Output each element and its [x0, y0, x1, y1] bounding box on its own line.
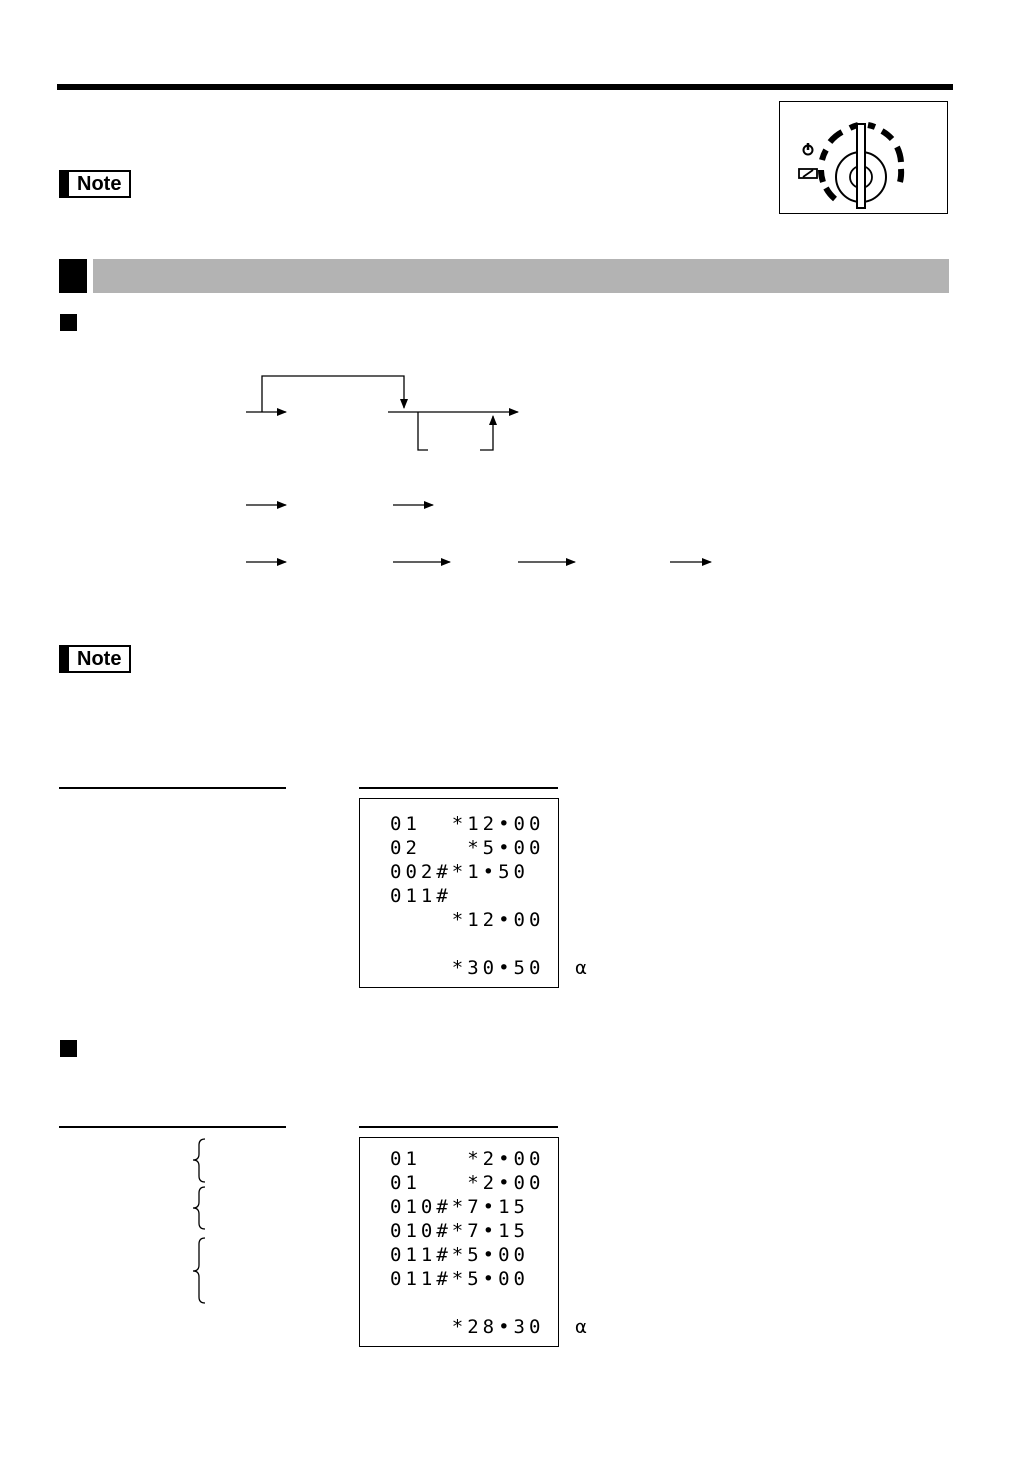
receipt-print-2: [359, 1137, 591, 1347]
key-operation-diagram: [230, 360, 750, 580]
receipt-line: 011#*5•00: [390, 1268, 529, 1290]
receipt-total: *28•30 α: [390, 1316, 591, 1338]
note-label: Note: [69, 170, 131, 198]
mode-key-illustration: [779, 101, 948, 214]
key-operation-rule-1: [59, 787, 286, 789]
slot-icon: [799, 169, 817, 178]
print-rule-2: [359, 1126, 558, 1128]
receipt-line: 01 *2•00: [390, 1148, 545, 1170]
receipt-line: 01 *2•00: [390, 1172, 545, 1194]
mode-switch-drawing: [780, 102, 946, 212]
receipt-line: *12•00: [390, 909, 545, 931]
subsection-bullet-1: [60, 314, 77, 331]
receipt-line: 002#*1•50: [390, 861, 529, 883]
note-label: Note: [69, 645, 131, 673]
receipt-line: 02 *5•00: [390, 837, 545, 859]
top-rule: [57, 84, 953, 90]
grouping-braces: [185, 1135, 215, 1310]
brace-3: [193, 1238, 205, 1303]
receipt-line: 010#*7•15: [390, 1220, 529, 1242]
branch-return-arrow: [480, 416, 493, 450]
section-header-band: [93, 259, 949, 293]
power-icon: [804, 143, 813, 155]
receipt-print-1: [359, 798, 591, 988]
brace-1: [193, 1139, 205, 1182]
receipt-total: *30•50 α: [390, 957, 591, 979]
receipt-line: 010#*7•15: [390, 1196, 529, 1218]
loop-arrow: [262, 376, 404, 412]
note-badge-2: [59, 645, 131, 673]
receipt-line: 011#: [390, 885, 452, 907]
section-marker: [59, 259, 87, 293]
branch-left: [418, 412, 428, 450]
key-operation-rule-2: [59, 1126, 286, 1128]
subsection-bullet-2: [60, 1040, 77, 1057]
receipt-line: 01 *12•00: [390, 813, 545, 835]
brace-2: [193, 1187, 205, 1229]
note-badge-1: [59, 170, 131, 198]
print-rule-1: [359, 787, 558, 789]
receipt-line: 011#*5•00: [390, 1244, 529, 1266]
